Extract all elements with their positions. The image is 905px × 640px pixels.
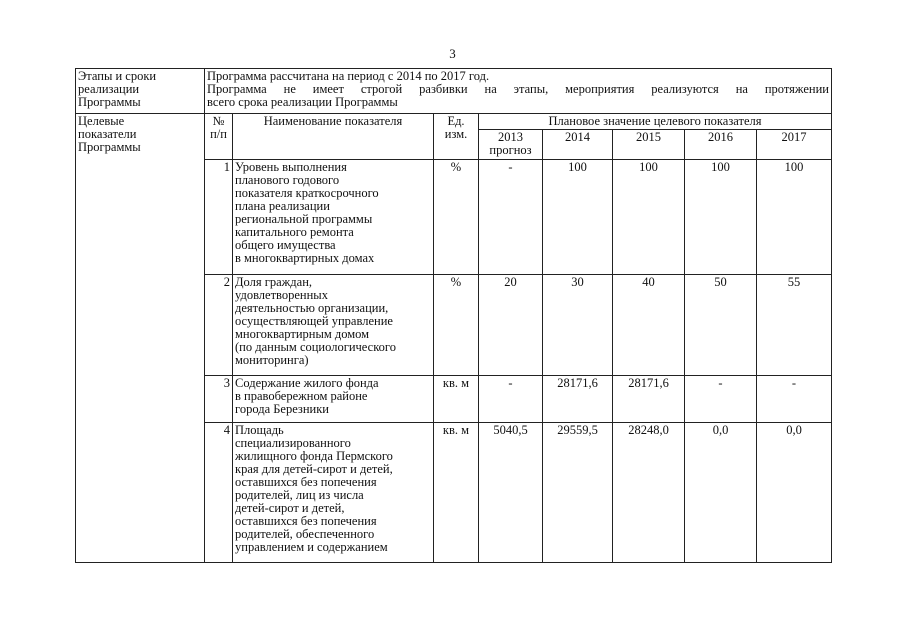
row-unit: кв. м [434,376,479,423]
row-unit: % [434,160,479,275]
header-year-2014: 2014 [543,130,613,160]
row-value-2014: 29559,5 [543,423,613,563]
row-unit: % [434,275,479,376]
stages-line-2: Программа не имеет строгой разбивки на этапы, мероприятия реализуются на протяжении [207,82,829,96]
stages-line-3: всего срока реализации Программы [207,95,398,109]
row-value-2016: 0,0 [685,423,757,563]
row-value-2017: 100 [757,160,832,275]
header-unit: Ед. изм. [434,114,479,160]
row-value-2013: 5040,5 [479,423,543,563]
row-value-2015: 40 [613,275,685,376]
header-num: № п/п [205,114,233,160]
header-name: Наименование показателя [233,114,434,160]
row-value-2014: 100 [543,160,613,275]
row-value-2013: 20 [479,275,543,376]
row-value-2017: 55 [757,275,832,376]
row-value-2016: 100 [685,160,757,275]
program-passport-table [75,68,832,563]
row-unit: кв. м [434,423,479,563]
targets-label: Целевые показатели Программы [76,114,205,563]
targets-header-row [76,114,832,130]
row-value-2015: 100 [613,160,685,275]
page-number: 3 [449,46,456,61]
header-year-2013: 2013 прогноз [479,130,543,160]
stages-row [76,69,832,114]
row-value-2016: 50 [685,275,757,376]
row-value-2013: - [479,160,543,275]
stages-description [205,69,832,114]
header-planned-value: Плановое значение целевого показателя [479,114,832,130]
row-value-2017: - [757,376,832,423]
row-num: 1 [205,160,233,275]
row-value-2015: 28171,6 [613,376,685,423]
row-value-2016: - [685,376,757,423]
row-value-2014: 30 [543,275,613,376]
row-name: Уровень выполнения планового годового показателя краткосрочного плана реализации региональной программы капитального ремонта общего имущества в многоквартирных домах [233,160,434,275]
row-num: 2 [205,275,233,376]
row-name: Содержание жилого фонда в правобережном районе города Березники [233,376,434,423]
row-num: 4 [205,423,233,563]
header-year-2017: 2017 [757,130,832,160]
stages-label: Этапы и сроки реализации Программы [76,69,205,114]
row-value-2013: - [479,376,543,423]
row-name: Доля граждан, удовлетворенных деятельностью организации, осуществляющей управление многоквартирным домом (по данным социологического мониторинга) [233,275,434,376]
row-value-2014: 28171,6 [543,376,613,423]
row-value-2017: 0,0 [757,423,832,563]
header-year-2015: 2015 [613,130,685,160]
header-year-2016: 2016 [685,130,757,160]
row-value-2015: 28248,0 [613,423,685,563]
row-name: Площадь специализированного жилищного фонда Пермского края для детей-сирот и детей, оставшихся без попечения родителей, лиц из числа детей-сирот и детей, оставшихся без попечения родителей, обеспеченного управлением и содержанием [233,423,434,563]
row-num: 3 [205,376,233,423]
stages-line-1: Программа рассчитана на период с 2014 по 2017 год. [207,69,490,83]
